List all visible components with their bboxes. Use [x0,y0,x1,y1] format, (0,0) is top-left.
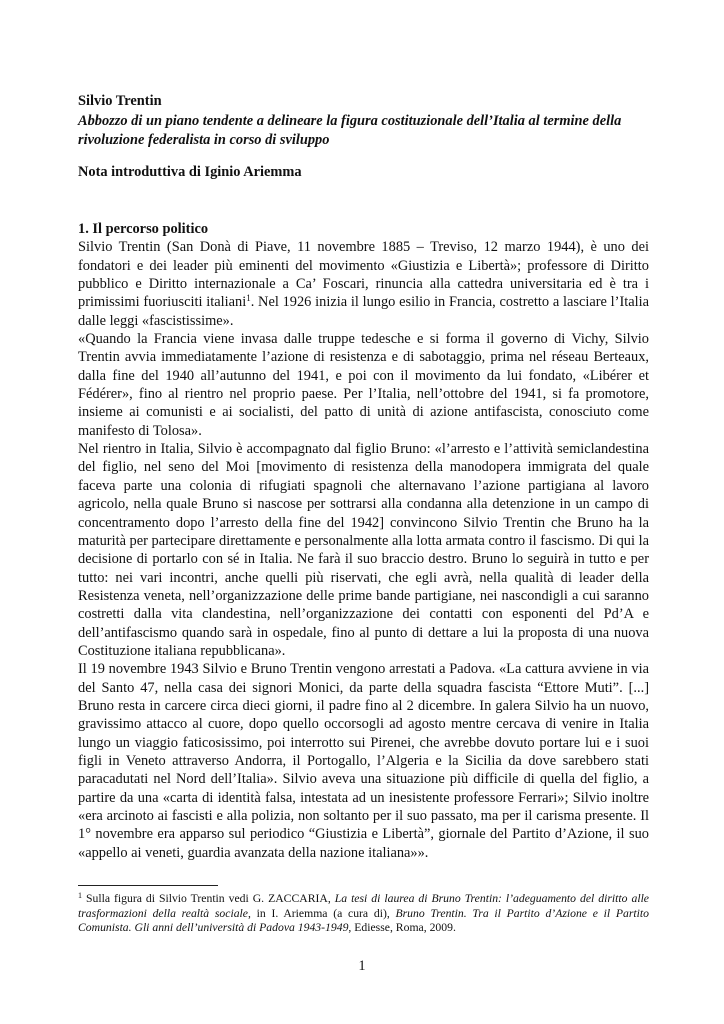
paragraph-text: Silvio Trentin (San Donà di Piave, 11 novembre 1885 – Treviso, 12 marzo 1944), è uno dei fondatori e dei leader più eminenti del movimento «Giustizia e Libertà»; professore di Diritto pubblico e Diritto internazionale a Ca’ Foscari, rinuncia alla cattedra universitaria ed è tra i primissimi fuoriusciti italiani [78,239,649,311]
page-number: 1 [358,958,366,974]
paragraph-text: . Nel 1926 inizia il lungo esilio in Francia, costretto a lasciare l’Italia dalle leggi «fascistissime». [78,294,650,329]
footnote-divider [78,885,218,886]
paragraph: «Quando la Francia viene invasa dalle truppe tedesche e si forma il governo di Vichy, Silvio Trentin avvia immediatamente l’azione di resistenza e di sabotaggio, prima nel réseau Berteaux, dalla fine del 1940 all’autunno del 1941, e poi con il movimento da lui fondato, «Libérer et Fédérer», fino al rientro nel proprio paese. Per l’Italia, nell’ottobre del 1941, si fa promotore, insieme ai comunisti e ai socialisti, del patto di unità di azione antifascista, conosciuto come manifesto di Tolosa». [78,331,649,439]
footnote-text: , in I. Ariemma (a cura di), [247,906,396,920]
section-heading: 1. Il percorso politico [78,221,209,237]
footnote-reference: 1 [246,293,251,304]
footnote-cited-title: Bruno Trentin. Tra il Partito d’Azione e il Partito Comunista. Gli anni dell’università di Padova 1943-1949 [78,906,649,935]
paragraph [78,238,649,330]
footnote-cited-title: La tesi di laurea di Bruno Trentin: l’adeguamento del diritto alle trasformazioni della realtà sociale [78,892,649,920]
author-name: Silvio Trentin [78,93,162,109]
footnote-text: Sulla figura di Silvio Trentin vedi G. ZACCARIA, [82,892,335,905]
document-header [78,92,650,151]
footnote-mark: 1 [78,891,82,900]
section-body [78,220,649,862]
paragraph: Nel rientro in Italia, Silvio è accompagnato dal figlio Bruno: «l’arresto e l’attività semiclandestina del figlio, nel seno del Moi [movimento di resistenza della manodopera immigrata del quale faceva parte una colonia di rifugiati spagnoli che alternavano l’azione partigiana al lavoro agricolo, nella quale Bruno si nascose per sottrarsi alla condanna alla detenzione in un campo di concentramento dopo l’arresto della fine del 1942] convincono Silvio Trentin che Bruno ha la maturità per partecipare direttamente e personalmente alla lotta armata contro il fascismo. Di qui la decisione di portarlo con sé in Italia. Ne farà il suo braccio destro. Bruno lo seguirà in tutto e per tutto: nei vari incontri, anche quelli più riservati, che egli avrà, nella qualità di leader della Resistenza veneta, nell’organizzazione delle prime bande partigiane, nei nascondigli a cui saranno costretti dalla vita clandestina, nell’organizzazione dei contatti con esponenti del Pd’A e dell’antifascismo quando sarà in ospedale, fino al punto di dettare a lui la proposta di una nuova Costituzione italiana repubblicana». [78,441,649,659]
footnote [78,892,649,936]
document-title: Abbozzo di un piano tendente a delineare la figura costituzionale dell’Italia al termine della rivoluzione federalista in corso di sviluppo [78,112,622,148]
intro-note-heading: Nota introduttiva di Iginio Ariemma [78,164,302,180]
paragraph: Il 19 novembre 1943 Silvio e Bruno Trentin vengono arrestati a Padova. «La cattura avviene in via del Santo 47, nella casa dei signori Monici, da parte della squadra fascista “Ettore Muti”. [...] Bruno resta in carcere circa dieci giorni, il padre fino al 2 dicembre. In galera Silvio ha un nuovo, gravissimo attacco al cuore, dopo quello occorsogli ad agosto mentre cercava di venire in Italia lungo un viaggio faticosissimo, poi interrotto sui Pirenei, che avrebbe dovuto portare lui e i suoi figli in Veneto attraverso Andorra, il Portogallo, l’Algeria e la Sicilia da dove sarebbero stati paracadutati nel Nord dell’Italia». Silvio aveva una situazione più difficile di quella del figlio, a partire da una «carta di identità falsa, intestata ad un inesistente professore Ferrari»; Silvio inoltre «era arcinoto ai fascisti e alla polizia, non soltanto per il suo passato, ma per il carisma presente. Il 1° novembre era apparso sul periodico “Giustizia e Libertà”, giornale del Partito d’Azione, il suo «appello ai veneti, guardia avanzata della nazione italiana»». [78,661,649,861]
footnote-text: , Ediesse, Roma, 2009. [348,921,456,935]
